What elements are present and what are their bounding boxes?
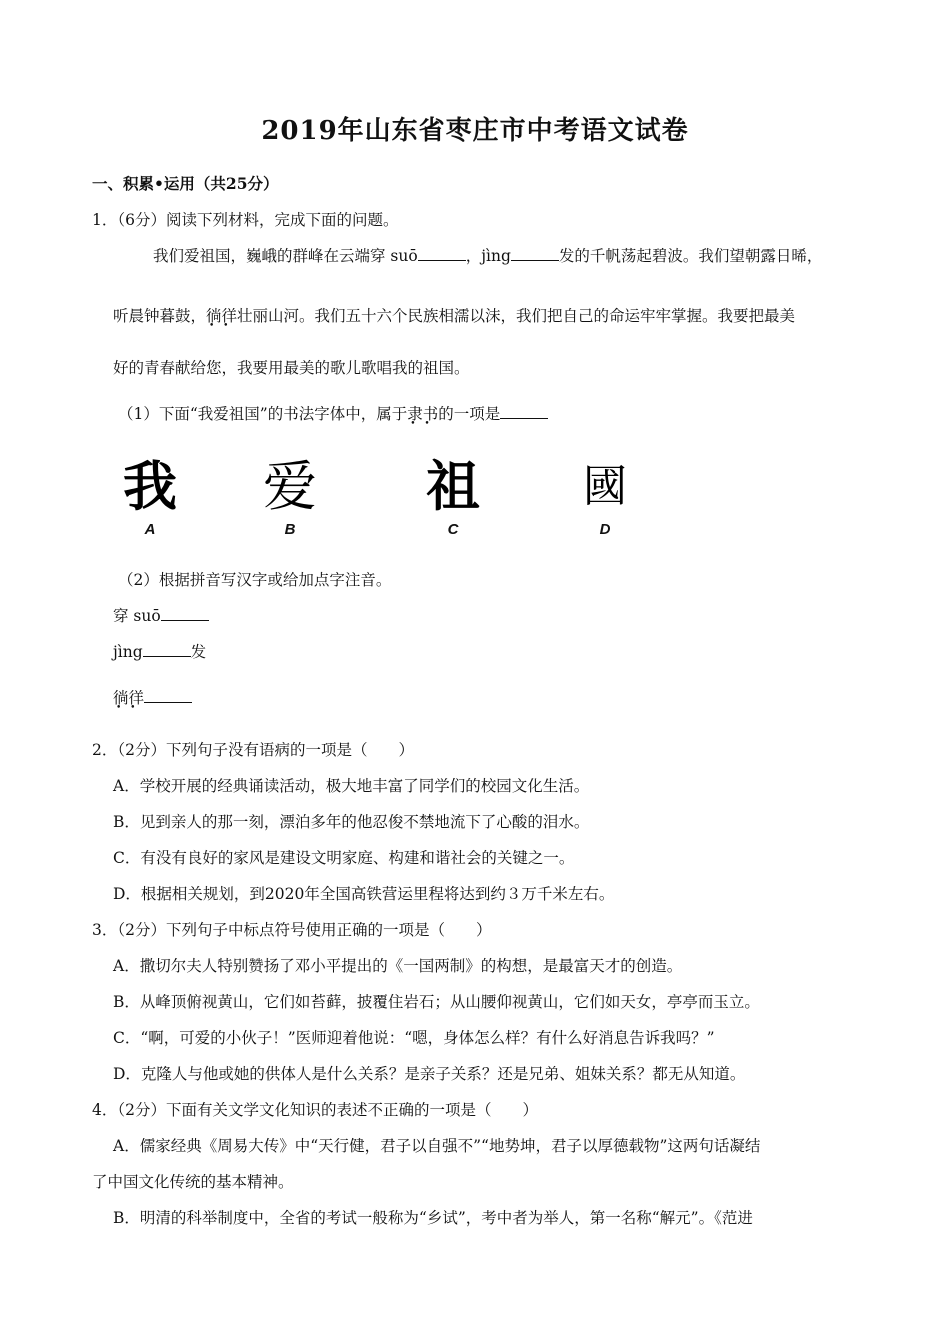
fill-text: 发 bbox=[190, 643, 207, 661]
option-b: B．从峰顶俯视黄山，它们如苔藓，披覆住岩石；从山腰仰视黄山，它们如天女，亭亭而玉立。 bbox=[113, 993, 760, 1011]
option-d: D．克隆人与他或她的供体人是什么关系？是亲子关系？还是兄弟、姐妹关系？都无从知道。 bbox=[113, 1065, 746, 1083]
passage-text: 我们爱祖国，巍峨的群峰在云端穿 suō bbox=[153, 247, 418, 265]
option-b-line-1: B．明清的科举制度中，全省的考试一般称为“乡试”，考中者为举人，第一名称“解元”。《范进 bbox=[113, 1209, 753, 1227]
answer-blank bbox=[161, 606, 209, 621]
passage-line-1 bbox=[153, 244, 822, 266]
answer-blank bbox=[144, 688, 192, 703]
fill-item-1 bbox=[113, 604, 209, 626]
answer-blank bbox=[500, 404, 548, 419]
passage-text: 听晨钟暮鼓， bbox=[113, 307, 207, 325]
calligraphy-glyph: 祖 bbox=[426, 455, 480, 518]
option-label: D bbox=[599, 521, 611, 538]
page-title: 2019年山东省枣庄市中考语文试卷 bbox=[261, 116, 689, 146]
passage-text: 发的千帆荡起碧波。我们望朝露日晞， bbox=[558, 247, 823, 265]
passage-text: ，jìng bbox=[465, 247, 511, 265]
option-a-line-1: A．儒家经典《周易大传》中“天行健，君子以自强不”“地势坤，君子以厚德载物”这两句话凝结 bbox=[113, 1137, 761, 1155]
section-heading: 一、积累•运用（共25分） bbox=[92, 174, 279, 193]
option-c: C．“啊，可爱的小伙子！”医师迎着他说：“嗯，身体怎么样？有什么好消息告诉我吗？” bbox=[113, 1029, 715, 1047]
answer-blank bbox=[418, 246, 466, 261]
option-a-line-2: 了中国文化传统的基本精神。 bbox=[92, 1173, 294, 1191]
calligraphy-option-d bbox=[565, 455, 645, 538]
option-label: B bbox=[284, 521, 296, 538]
sub-question-text: （1）下面“我爱祖国”的书法字体中，属于 bbox=[118, 405, 408, 423]
calligraphy-option-a bbox=[110, 455, 190, 538]
dotted-word: 隶书 • • bbox=[407, 402, 438, 424]
question-4-head: 4．（2分）下面有关文学文化知识的表述不正确的一项是（ ） bbox=[92, 1101, 538, 1119]
fill-item-2 bbox=[113, 640, 206, 662]
passage-text: 壮丽山河。我们五十六个民族相濡以沫，我们把自己的命运牢牢掌握。我要把最美 bbox=[237, 307, 796, 325]
calligraphy-option-c bbox=[413, 455, 493, 538]
fill-text: 穿 suō bbox=[113, 607, 161, 625]
dotted-word: 徜徉 • • bbox=[206, 304, 237, 326]
option-a: A．撒切尔夫人特别赞扬了邓小平提出的《一国两制》的构想，是最富天才的创造。 bbox=[113, 957, 683, 975]
calligraphy-glyph: 爱 bbox=[263, 455, 317, 518]
option-a: A．学校开展的经典诵读活动，极大地丰富了同学们的校园文化生活。 bbox=[113, 777, 590, 795]
answer-blank bbox=[511, 246, 559, 261]
sub-question-2: （2）根据拼音写汉字或给加点字注音。 bbox=[118, 571, 392, 589]
fill-item-3 bbox=[113, 686, 192, 708]
question-2-head: 2．（2分）下列句子没有语病的一项是（ ） bbox=[92, 741, 414, 759]
dotted-word: 徜徉 • • bbox=[113, 686, 144, 708]
option-c: C．有没有良好的家风是建设文明家庭、构建和谐社会的关键之一。 bbox=[113, 849, 575, 867]
question-1-head: 1．（6分）阅读下列材料，完成下面的问题。 bbox=[92, 211, 399, 229]
passage-line-3: 好的青春献给您，我要用最美的歌儿歌唱我的祖国。 bbox=[113, 359, 470, 377]
calligraphy-glyph: 國 bbox=[583, 461, 627, 512]
question-3-head: 3．（2分）下列句子中标点符号使用正确的一项是（ ） bbox=[92, 921, 492, 939]
passage-line-2 bbox=[113, 304, 795, 326]
sub-question-text: 的一项是 bbox=[438, 405, 501, 423]
option-label: A bbox=[144, 521, 156, 538]
option-d: D．根据相关规划，到2020年全国高铁营运里程将达到约３万千米左右。 bbox=[113, 885, 615, 903]
sub-question-1 bbox=[118, 402, 548, 424]
option-b: B．见到亲人的那一刻，漂泊多年的他忍俊不禁地流下了心酸的泪水。 bbox=[113, 813, 590, 831]
fill-text: jìng bbox=[113, 643, 143, 661]
answer-blank bbox=[143, 642, 191, 657]
calligraphy-option-b bbox=[250, 455, 330, 538]
option-label: C bbox=[447, 521, 459, 538]
calligraphy-glyph: 我 bbox=[123, 455, 177, 518]
